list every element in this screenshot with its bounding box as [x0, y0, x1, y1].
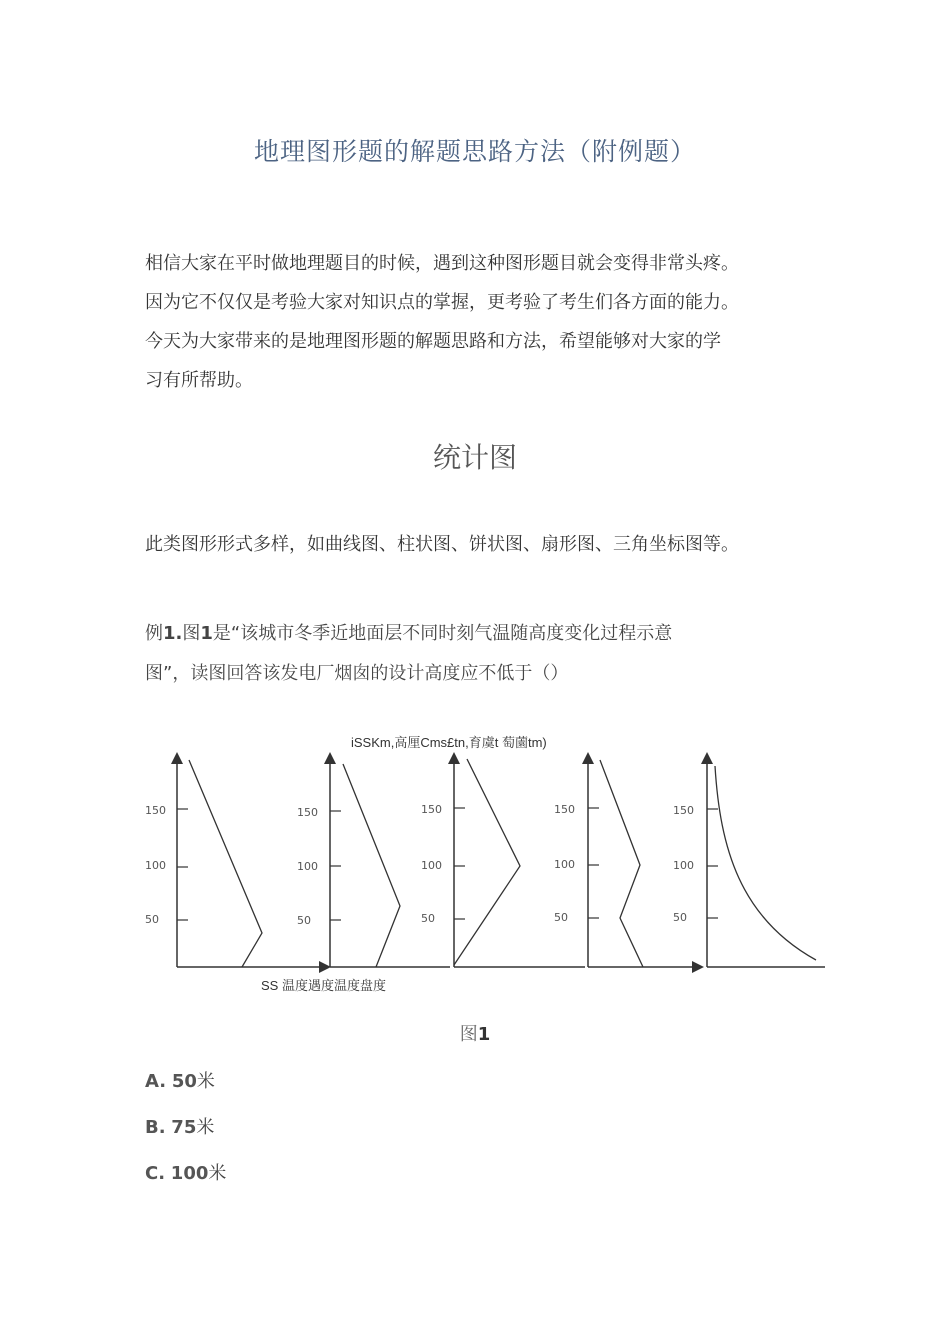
figure-top-label: iSSKm,高厘Cms£tn,育虞t 萄薗tm): [351, 735, 547, 750]
temperature-height-diagram: [140, 728, 830, 998]
tick-label: 100: [421, 859, 442, 872]
intro-line: 相信大家在平时做地理题目的时候，遇到这种图形题目就会变得非常头疼。: [145, 253, 739, 274]
option-value: 50: [171, 1071, 197, 1092]
example-fig-ref: 图: [182, 623, 201, 644]
tick-label: 50: [145, 913, 159, 926]
option-unit: 米: [196, 1117, 215, 1138]
intro-line: 今天为大家带来的是地理图形题的解题思路和方法，希望能够对大家的学: [145, 331, 721, 352]
tick-label: 50: [297, 914, 311, 927]
example-line-2: 图”，读图回答该发电厂烟囱的设计高度应不低于（）: [145, 663, 569, 684]
option-letter: B.: [145, 1117, 166, 1138]
tick-label: 150: [297, 806, 318, 819]
tick-label: 100: [297, 860, 318, 873]
option-unit: 米: [196, 1071, 215, 1092]
tick-label: 100: [145, 859, 166, 872]
document-title: 地理图形题的解题思路方法（附例题）: [253, 137, 696, 166]
option-b[interactable]: [145, 1113, 214, 1139]
tick-label: 150: [554, 803, 575, 816]
option-letter: C.: [145, 1163, 166, 1184]
chart-types-paragraph: 此类图形形式多样，如曲线图、柱状图、饼状图、扇形图、三角坐标图等。: [145, 534, 739, 555]
tick-label: 150: [145, 804, 166, 817]
tick-label: 50: [554, 911, 568, 924]
option-letter: A.: [145, 1071, 167, 1092]
tick-label: 150: [421, 803, 442, 816]
panel-5: [673, 758, 825, 967]
tick-label: 100: [673, 859, 694, 872]
temperature-profile: [600, 760, 643, 967]
example-prefix: 例: [145, 623, 163, 644]
example-line-1-text: 是“该城市冬季近地面层不同时刻气温随高度变化过程示意: [212, 623, 673, 644]
example-fig-ref-num: 1: [200, 623, 213, 644]
figure-bottom-label: SS 温度遇度温度盘度: [261, 978, 386, 993]
intro-line: 因为它不仅仅是考验大家对知识点的掌握，更考验了考生们各方面的能力。: [145, 292, 739, 313]
figure-caption: [0, 1020, 950, 1046]
figure-1: [140, 728, 830, 998]
example-number: 1.: [163, 623, 183, 644]
tick-label: 50: [673, 911, 687, 924]
temperature-profile: [715, 766, 816, 960]
option-a[interactable]: [145, 1067, 215, 1093]
option-value: 100: [170, 1163, 209, 1184]
example-line-1: [145, 614, 785, 654]
temperature-profile: [343, 764, 400, 967]
option-c[interactable]: [145, 1159, 226, 1185]
option-value: 75: [171, 1117, 197, 1138]
tick-label: 100: [554, 858, 575, 871]
temperature-profile: [189, 760, 262, 967]
section-heading: 统计图: [432, 441, 517, 474]
figure-caption-prefix: 图: [459, 1024, 478, 1045]
intro-paragraph: [145, 244, 815, 400]
option-unit: 米: [208, 1163, 227, 1184]
figure-caption-num: 1: [477, 1024, 491, 1045]
intro-line: 习有所帮助。: [145, 370, 253, 391]
tick-label: 150: [673, 804, 694, 817]
temperature-profile: [454, 759, 520, 965]
example-question: [145, 614, 785, 694]
tick-label: 50: [421, 912, 435, 925]
